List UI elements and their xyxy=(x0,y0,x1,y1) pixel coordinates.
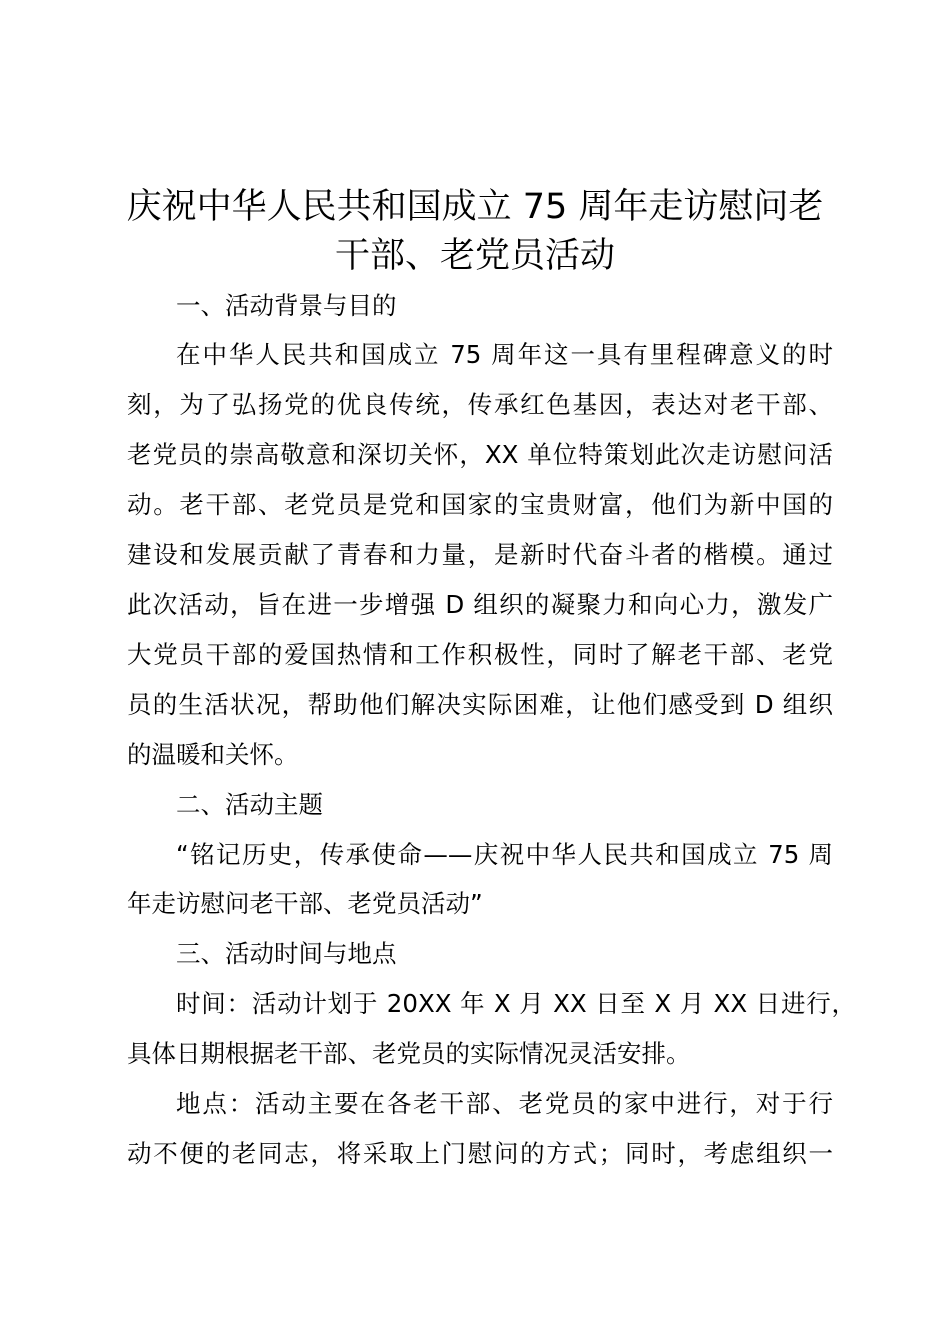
paragraph-line: 老党员的崇高敬意和深切关怀，XX 单位特策划此次走访慰问活 xyxy=(127,440,833,469)
paragraph-line: 年走访慰问老干部、老党员活动” xyxy=(127,889,483,918)
paragraph-line: 的温暖和关怀。 xyxy=(127,740,299,769)
document-title-line-2: 干部、老党员活动 xyxy=(334,236,615,276)
paragraph-line: 在中华人民共和国成立 75 周年这一具有里程碑意义的时 xyxy=(176,340,833,369)
paragraph-line: 员的生活状况，帮助他们解决实际困难，让他们感受到 D 组织 xyxy=(127,690,833,719)
paragraph-line: 大党员干部的爱国热情和工作积极性，同时了解老干部、老党 xyxy=(127,640,833,669)
paragraph-line: “铭记历史，传承使命——庆祝中华人民共和国成立 75 周 xyxy=(176,840,833,869)
section-heading-background: 一、活动背景与目的 xyxy=(176,291,397,320)
section-heading-theme: 二、活动主题 xyxy=(176,790,323,819)
section-heading-time-place: 三、活动时间与地点 xyxy=(176,939,397,968)
paragraph-line: 刻，为了弘扬党的优良传统，传承红色基因，表达对老干部、 xyxy=(127,390,833,419)
document-title-line-1: 庆祝中华人民共和国成立 75 周年走访慰问老 xyxy=(126,187,824,227)
time-line: 时间：活动计划于 20XX 年 X 月 XX 日至 X 月 XX 日进行， xyxy=(176,989,856,1018)
time-line: 具体日期根据老干部、老党员的实际情况灵活安排。 xyxy=(127,1039,691,1068)
paragraph-line: 动。老干部、老党员是党和国家的宝贵财富，他们为新中国的 xyxy=(127,490,833,519)
paragraph-line: 建设和发展贡献了青春和力量，是新时代奋斗者的楷模。通过 xyxy=(127,540,833,569)
place-line: 动不便的老同志，将采取上门慰问的方式；同时，考虑组织一 xyxy=(127,1139,833,1168)
paragraph-line: 此次活动，旨在进一步增强 D 组织的凝聚力和向心力，激发广 xyxy=(127,590,833,619)
place-line: 地点：活动主要在各老干部、老党员的家中进行，对于行 xyxy=(176,1089,833,1118)
